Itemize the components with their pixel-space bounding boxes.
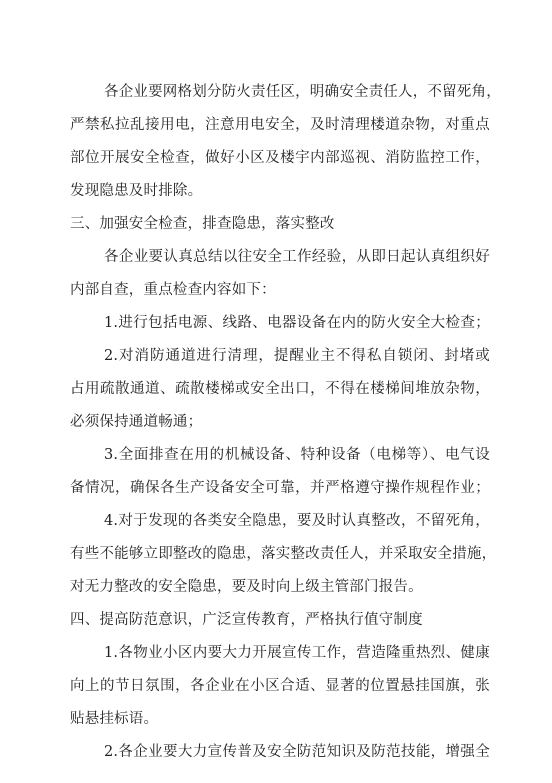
paragraph-line: 各企业要认真总结以往安全工作经验，从即日起认真组织好: [104, 249, 490, 265]
paragraph-line: 严禁私拉乱接用电，注意用电安全，及时清理楼道杂物，对重点: [70, 117, 490, 133]
list-item-4-2: 2.各企业要大力宣传普及安全防范知识及防范技能，增强全: [104, 744, 490, 760]
list-item-1: 1.进行包括电源、线路、电器设备在内的防火安全大检查；: [104, 315, 490, 331]
list-item-2: 2.对消防通道进行清理，提醒业主不得私自锁闭、封堵或: [104, 348, 490, 364]
section-heading-3: 三、加强安全检查，排查隐患，落实整改: [70, 216, 335, 232]
paragraph-line: 备情况，确保各生产设备安全可靠，并严格遵守操作规程作业；: [70, 480, 490, 496]
list-item-4: 4.对于发现的各类安全隐患，要及时认真整改，不留死角，: [104, 513, 490, 529]
paragraph-line: 有些不能够立即整改的隐患，落实整改责任人，并采取安全措施，: [70, 546, 497, 562]
paragraph-line: 必须保持通道畅通；: [70, 414, 203, 430]
list-item-4-1: 1.各物业小区内要大力开展宣传工作，营造隆重热烈、健康: [104, 645, 490, 661]
paragraph-line: 各企业要网格划分防火责任区，明确安全责任人，不留死角，: [104, 84, 501, 100]
paragraph-line: 贴悬挂标语。: [70, 711, 159, 727]
paragraph-line: 部位开展安全检查，做好小区及楼宇内部巡视、消防监控工作，: [70, 150, 490, 166]
paragraph-line: 发现隐患及时排除。: [70, 183, 203, 199]
paragraph-line: 占用疏散通道、疏散楼梯或安全出口，不得在楼梯间堆放杂物，: [70, 381, 490, 397]
paragraph-line: 向上的节日氛围，各企业在小区合适、显著的位置悬挂国旗，张: [70, 678, 490, 694]
list-item-3: 3.全面排查在用的机械设备、特种设备（电梯等）、电气设: [104, 447, 490, 463]
section-heading-4: 四、提高防范意识，广泛宣传教育，严格执行值守制度: [70, 612, 423, 628]
paragraph-line: 内部自查，重点检查内容如下：: [70, 282, 276, 298]
paragraph-line: 对无力整改的安全隐患，要及时向上级主管部门报告。: [70, 579, 423, 595]
